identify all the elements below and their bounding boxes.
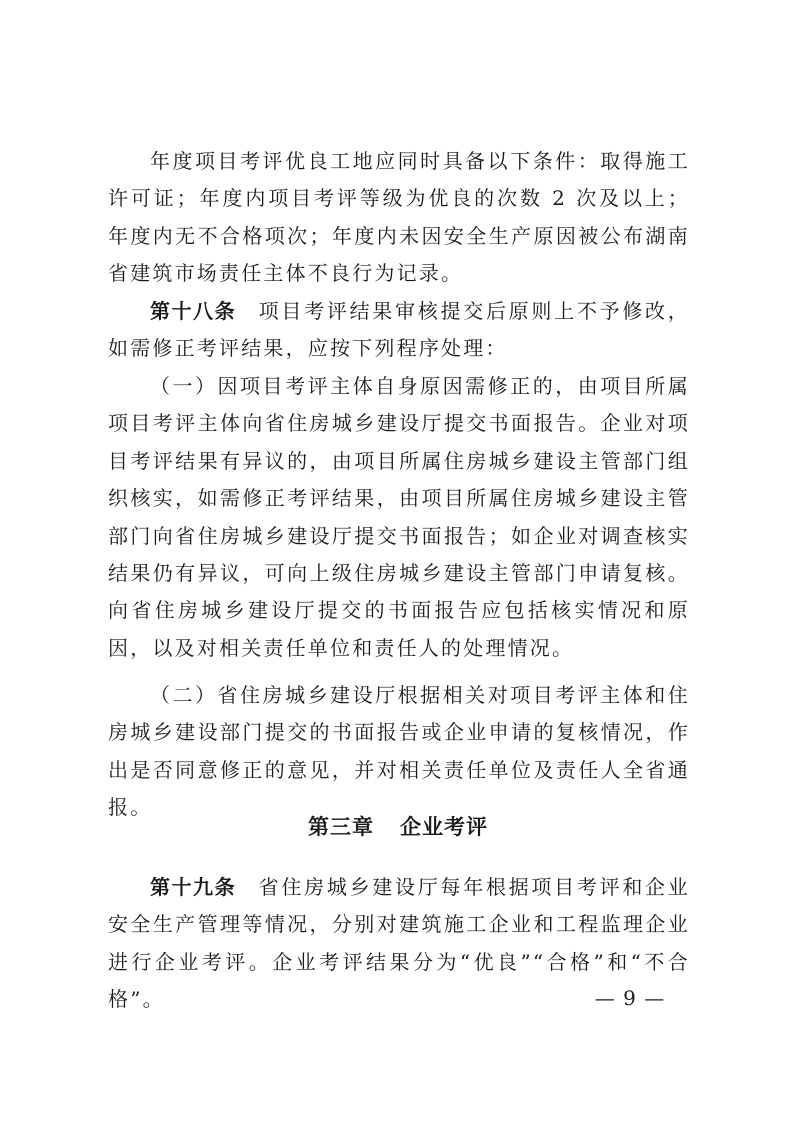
article-18-label: 第十八条 xyxy=(150,299,237,323)
page-number: — 9 — xyxy=(594,986,666,1010)
article-19-text: 省住房城乡建设厅每年根据项目考评和企业安全生产管理等情况，分别对建筑施工企业和工程监理企业进行企业考评。企业考评结果分为“优良”“合格”和“不合格”。 xyxy=(108,875,690,1012)
article-18-text: 项目考评结果审核提交后原则上不予修改，如需修正考评结果，应按下列程序处理： xyxy=(108,299,690,361)
chapter-heading xyxy=(0,812,796,842)
article-19-label: 第十九条 xyxy=(150,875,237,899)
article-18-item-2: （二）省住房城乡建设厅根据相关对项目考评主体和住房城乡建设部门提交的书面报告或企业申请的复核情况，作出是否同意修正的意见，并对相关责任单位及责任人全省通报。 xyxy=(108,683,690,820)
chapter-title: 企业考评 xyxy=(400,814,488,839)
article-18-item-1: （一）因项目考评主体自身原因需修正的，由项目所属项目考评主体向省住房城乡建设厅提交书面报告。企业对项目考评结果有异议的，由项目所属住房城乡建设主管部门组织核实，如需修正考评结果，由项目所属住房城乡建设主管部门向省住房城乡建设厅提交书面报告；如企业对调查核实结果仍有异议，可向上级住房城乡建设主管部门申请复核。向省住房城乡建设厅提交的书面报告应包括核实情况和原因，以及对相关责任单位和责任人的处理情况。 xyxy=(108,374,690,660)
chapter-number: 第三章 xyxy=(308,814,374,839)
article-18 xyxy=(108,293,690,368)
paragraph-excellent-site-conditions: 年度项目考评优良工地应同时具备以下条件：取得施工许可证；年度内项目考评等级为优良的次数 2 次及以上；年度内无不合格项次；年度内未因安全生产原因被公布湖南省建筑市场责任主体不良行为记录。 xyxy=(108,149,690,286)
